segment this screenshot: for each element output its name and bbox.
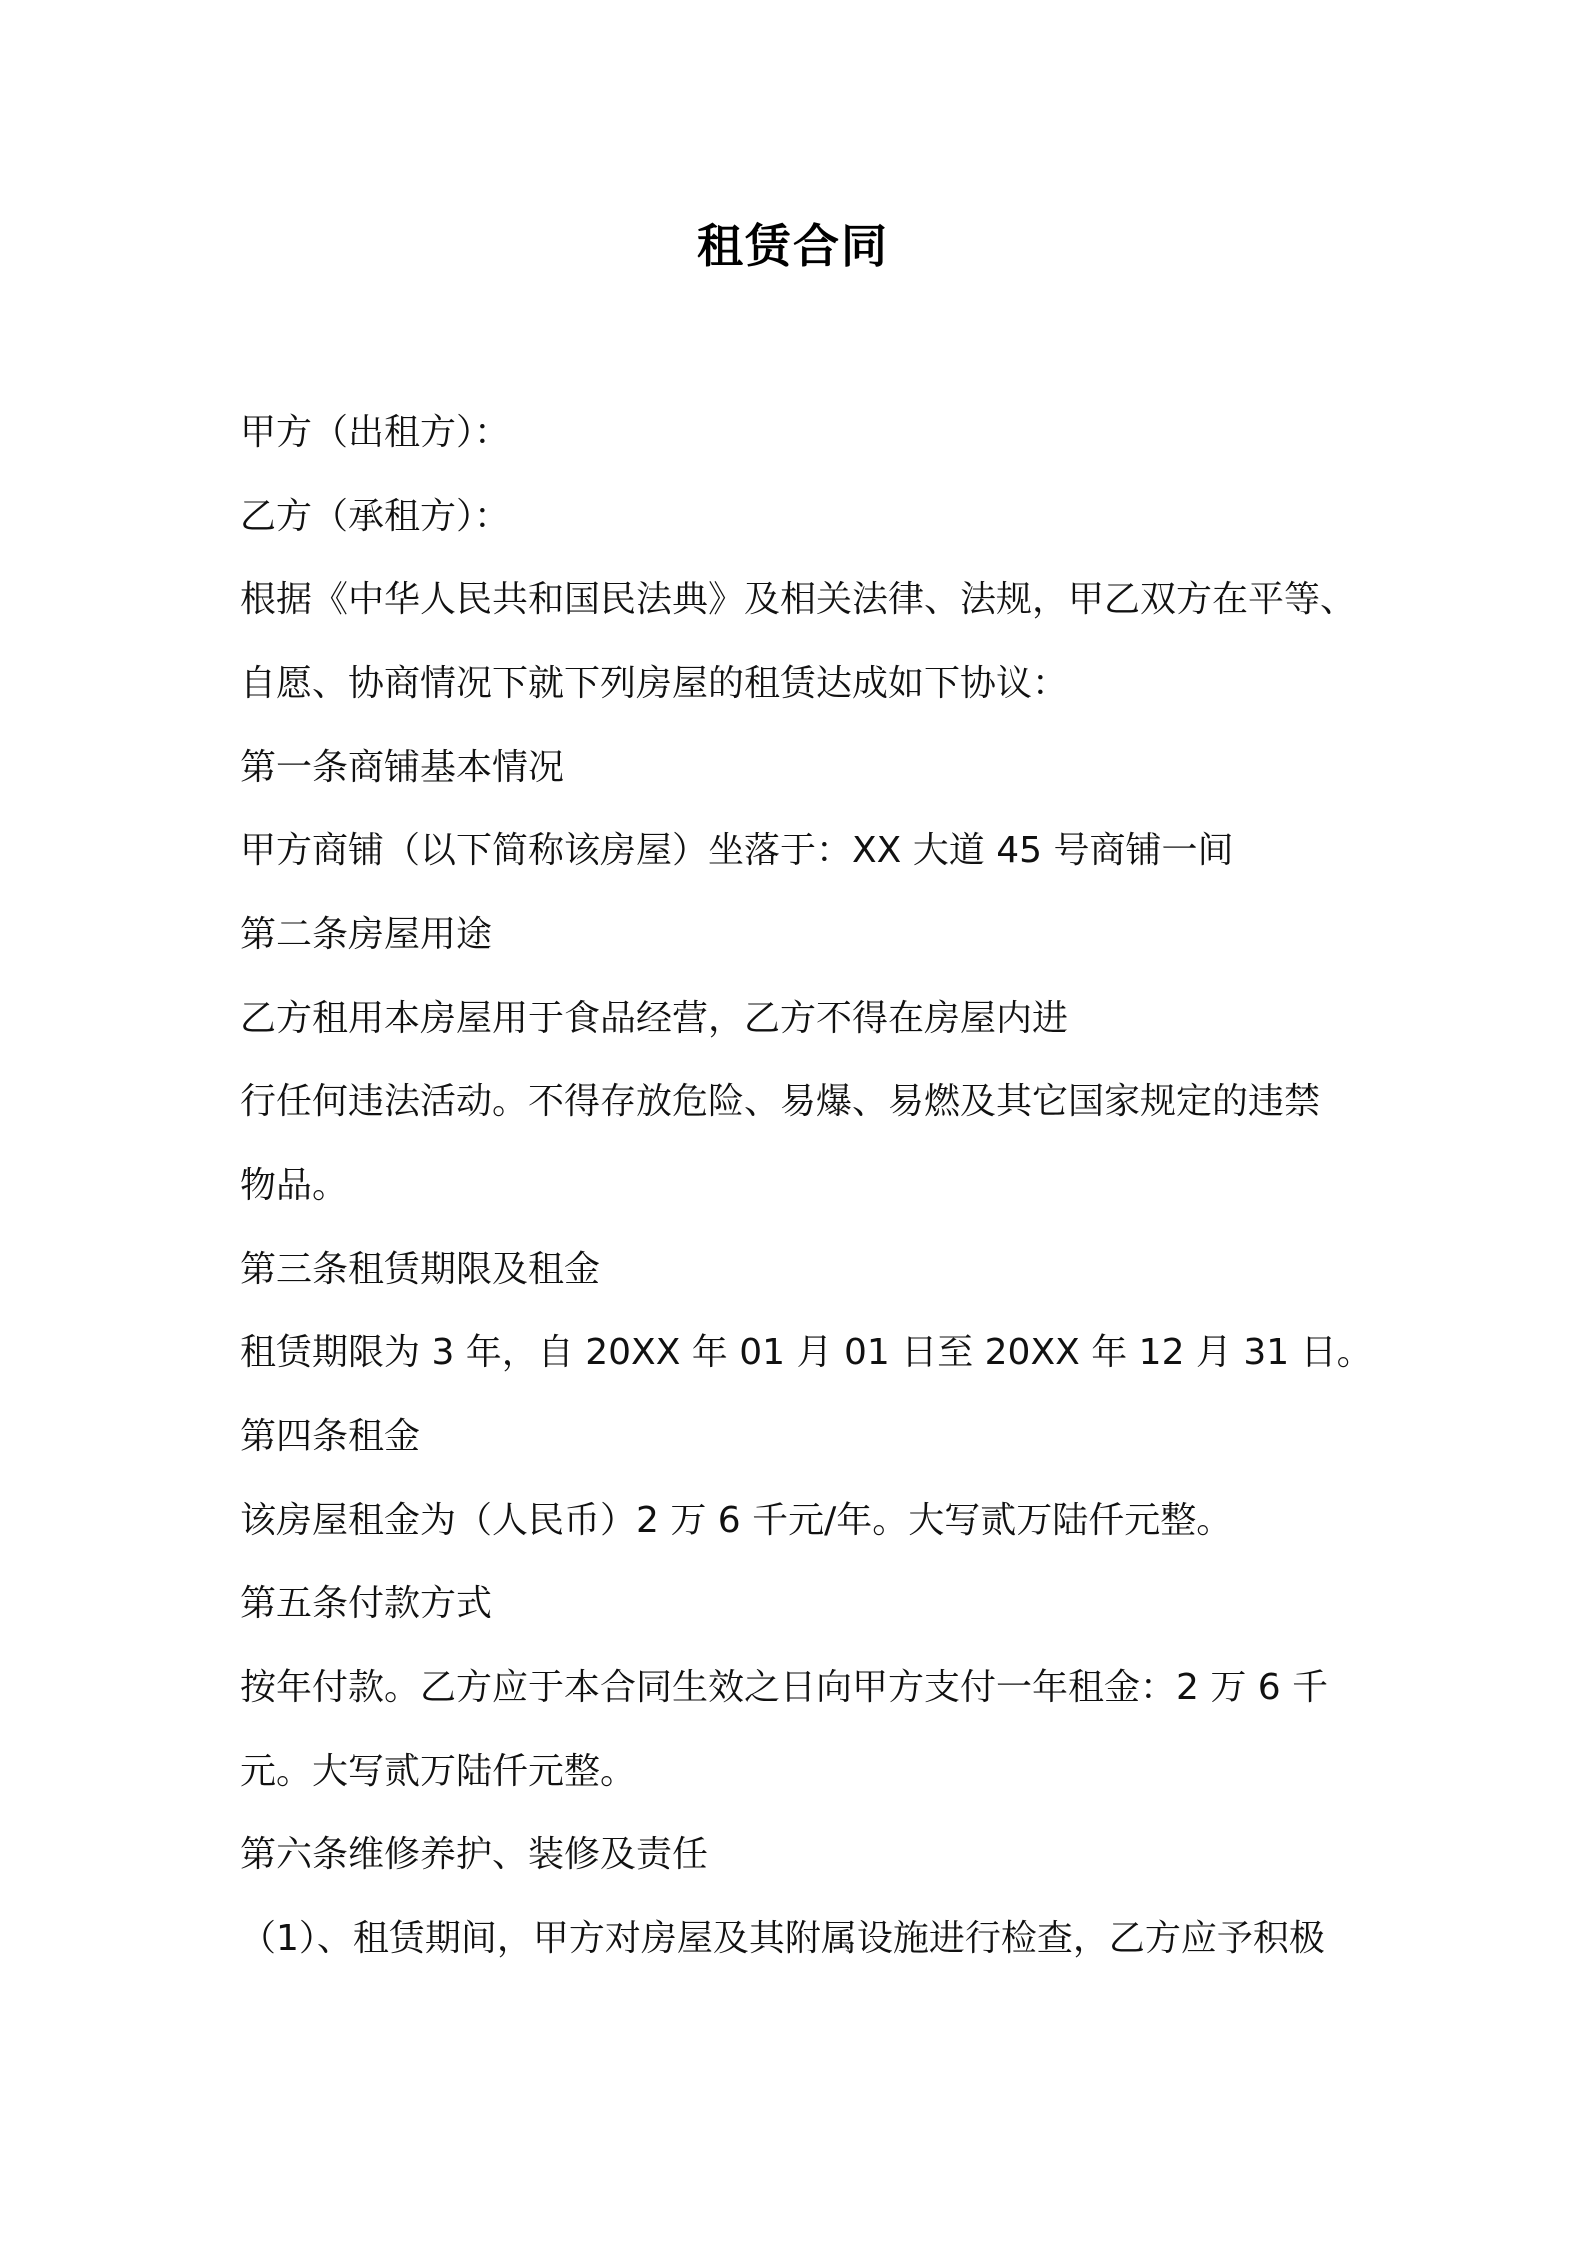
article-1-text: 甲方商铺（以下简称该房屋）坐落于：XX 大道 45 号商铺一间 (240, 830, 1234, 871)
article-3-text: 租赁期限为 3 年，自 20XX 年 01 月 01 日至 20XX 年 12 月 31 日。 (240, 1332, 1373, 1373)
article-4-text: 该房屋租金为（人民币）2 万 6 千元/年。大写贰万陆仟元整。 (240, 1500, 1233, 1541)
party-b-line: 乙方（承租方）： (240, 496, 511, 537)
article-5-text-line-1: 按年付款。乙方应于本合同生效之日向甲方支付一年租金：2 万 6 千 (240, 1667, 1329, 1708)
article-4-heading: 第四条租金 (240, 1416, 421, 1457)
article-2-heading: 第二条房屋用途 (240, 914, 493, 955)
article-2-text-line-1: 乙方租用本房屋用于食品经营，乙方不得在房屋内进 (240, 998, 1069, 1039)
article-1-heading: 第一条商铺基本情况 (240, 747, 565, 788)
article-6-heading: 第六条维修养护、装修及责任 (240, 1834, 709, 1875)
article-5-heading: 第五条付款方式 (240, 1583, 493, 1624)
article-3-heading: 第三条租赁期限及租金 (240, 1249, 601, 1290)
article-2-text-line-3: 物品。 (240, 1165, 349, 1206)
article-6-item-1: （1）、租赁期间，甲方对房屋及其附属设施进行检查，乙方应予积极 (240, 1918, 1325, 1959)
article-2-text-line-2: 行任何违法活动。不得存放危险、易爆、易燃及其它国家规定的违禁 (240, 1081, 1321, 1122)
preamble-line-1: 根据《中华人民共和国民法典》及相关法律、法规，甲乙双方在平等、 (240, 579, 1357, 620)
preamble-line-2: 自愿、协商情况下就下列房屋的租赁达成如下协议： (240, 663, 1069, 704)
article-5-text-line-2: 元。大写贰万陆仟元整。 (240, 1751, 637, 1792)
document-title: 租赁合同 (697, 219, 889, 273)
party-a-line: 甲方（出租方）： (240, 412, 511, 453)
